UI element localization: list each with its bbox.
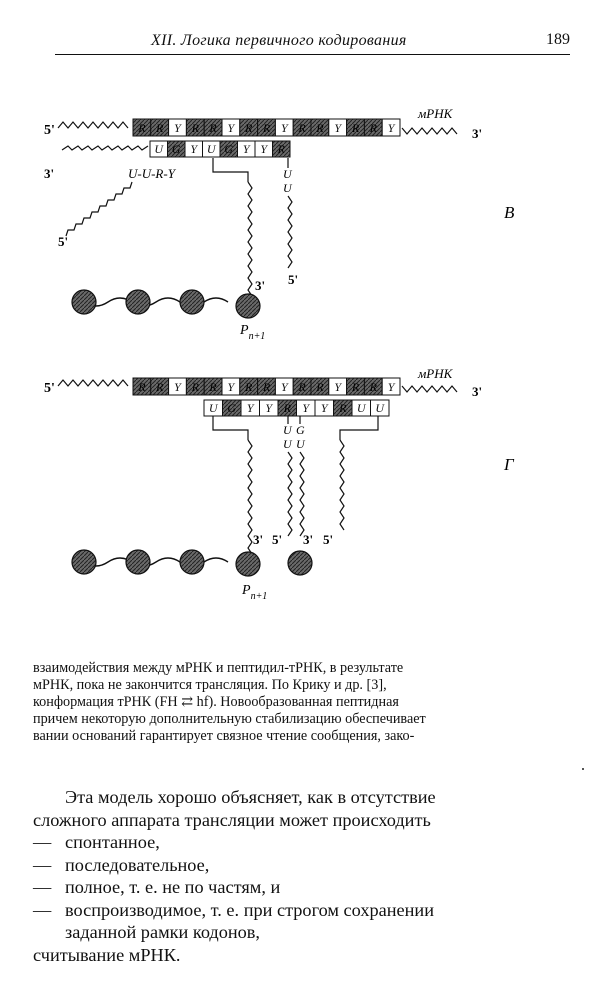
panel-b-mrna-3: 3': [472, 126, 483, 141]
panel-b-peptide-chain: [72, 290, 260, 318]
closing-line: считывание мРНК.: [33, 944, 181, 965]
panel-g-free-bead: [288, 551, 312, 575]
panel-b-codon-base-label: Y: [227, 121, 235, 135]
panel-b-trna-5: 5': [288, 272, 299, 287]
panel-g-codon-base-label: Y: [387, 380, 395, 394]
panel-g-mrna-left-zigzag: [58, 380, 128, 386]
panel-b-bead-4: [236, 294, 260, 318]
panel-g-codon-base-label: R: [316, 380, 324, 394]
panel-g-codon-row: [133, 378, 400, 395]
list-item-text: воспроизводимое, т. е. при строгом сохранении: [65, 899, 434, 920]
list-dash: —: [33, 877, 52, 897]
panel-b-bead-2: [126, 290, 150, 314]
panel-b-anticodon-row: [150, 141, 290, 157]
list-item: [33, 854, 593, 877]
list-item-text: спонтанное,: [65, 832, 160, 852]
panel-b-codon-base-label: Y: [280, 121, 288, 135]
list-item: [33, 831, 593, 854]
panel-g-trna2-3: 3': [303, 532, 314, 547]
panel-b-codon-base-label: R: [209, 121, 217, 135]
list-item-text: полное, т. е. не по частям, и: [65, 877, 281, 897]
intro-line-1: Эта модель хорошо объясняет, как в отсутствие: [65, 787, 436, 807]
caption-line: конформация тРНК (FH ⇄ hf). Новообразованная пептидная: [33, 694, 399, 710]
panel-g-anticodon-row: [204, 400, 389, 416]
panel-b-mrna-right-zigzag: [402, 128, 457, 134]
panel-b-codon-base-label: Y: [174, 121, 181, 135]
panel-b-bead-3: [180, 290, 204, 314]
panel-g-anticodon-base-label: Y: [265, 401, 273, 415]
panel-b-bead-1: [72, 290, 96, 314]
panel-g-codon-base-label: Y: [334, 380, 342, 394]
panel-b-codon-base-label: R: [316, 121, 324, 135]
panel-b-anticodon-base-label: Y: [242, 142, 250, 156]
panel-b-codon-base-label: R: [369, 121, 377, 135]
panel-g-peptide-label: $P_{n+1}$: [242, 583, 268, 602]
panel-b-stem-base-1: U: [283, 167, 292, 181]
panel-g: [44, 366, 515, 602]
panel-g-anticodon-base-label: Y: [302, 401, 310, 415]
panel-g-mrna-5: 5': [44, 381, 55, 396]
list-item: [33, 876, 593, 899]
panel-g-stem1-base-1: U: [283, 423, 292, 437]
panel-b-left-strand-3: 3': [44, 166, 55, 181]
panel-b-left-strand-upper: [62, 146, 148, 150]
panel-b-codon-base-label: Y: [387, 121, 395, 135]
caption-line: причем некоторую дополнительную стабилизацию обеспечивает: [33, 711, 426, 727]
panel-g-codon-base-label: R: [138, 380, 146, 394]
panel-g-stem1-arm: [288, 452, 292, 536]
panel-b-codon-base-label: R: [191, 121, 199, 135]
panel-b-stem-base-2: U: [283, 181, 292, 195]
list-dash: —: [33, 899, 52, 920]
panel-g-bead-1: [72, 550, 96, 574]
panel-b-codon-row: [133, 119, 400, 136]
panel-g-bead-4: [236, 552, 260, 576]
panel-b-anticodon-base-label: G: [224, 142, 234, 156]
panel-g-codon-base-label: Y: [174, 380, 181, 394]
panel-b-left-strand-5: 5': [58, 234, 69, 249]
panel-b-anticodon-base-label: G: [171, 142, 181, 156]
panel-g-codon-base-label: Y: [280, 380, 288, 394]
panel-g-anticodon-base-label: U: [356, 401, 366, 415]
panel-g-trna1-bracket: [213, 416, 248, 440]
panel-b-codon-base-label: R: [156, 121, 164, 135]
panel-b-codon-base-label: R: [245, 121, 253, 135]
caption-line: вании оснований гарантирует связное чтение сообщения, зако-: [33, 728, 415, 744]
panel-g-peptide-links: [84, 558, 228, 566]
panel-b-mrna-left-zigzag: [58, 122, 128, 128]
list-item-continuation: заданной рамки кодонов,: [65, 922, 261, 942]
panel-g-anticodon-base-label: U: [375, 401, 385, 415]
panel-b-anticodon-base-label: U: [154, 142, 164, 156]
panel-g-trna3-arm: [340, 440, 344, 530]
panel-g-stem2-arm: [300, 452, 304, 536]
panel-g-codon-base-label: Y: [227, 380, 235, 394]
caption-line: мРНК, пока не закончится трансляция. По Крику и др. [3],: [33, 677, 387, 693]
panel-g-codon-base-label: R: [369, 380, 377, 394]
panel-g-mrna-label: мРНК: [418, 366, 453, 381]
panel-b-trna-arm: [248, 182, 252, 296]
panel-g-bead-2: [126, 550, 150, 574]
panel-g-mrna-3: 3': [472, 384, 483, 399]
panel-b-mrna-label: мРНК: [418, 106, 453, 121]
panel-g-stem2-base-2: U: [296, 437, 305, 451]
panel-g-codon-base-label: R: [209, 380, 217, 394]
panel-g-mrna-right-zigzag: [402, 386, 457, 392]
panel-g-codon-base-label: R: [298, 380, 306, 394]
panel-g-codon-base-label: R: [156, 380, 164, 394]
panel-g-trna1-3: 3': [253, 532, 264, 547]
panel-b-codon-base-label: R: [351, 121, 360, 135]
panel-g-stem2-base-1: G: [296, 423, 305, 437]
panel-b-trna-3: 3': [255, 278, 266, 293]
figure-caption: [33, 660, 578, 745]
caption-line: взаимодействия между мРНК и пептидил-тРНК, в результате: [33, 660, 404, 676]
panel-g-codon-base-label: R: [262, 380, 271, 394]
panel-b-codon-base-label: R: [298, 121, 306, 135]
panel-b-anticodon-base-label: R: [277, 142, 285, 156]
panel-g-peptide-chain: [72, 550, 312, 576]
list-item: [33, 899, 593, 922]
panel-g-anticodon-base-label: R: [283, 401, 291, 415]
panel-g-bead-3: [180, 550, 204, 574]
panel-b-peptide-label: $P_{n+1}$: [240, 323, 266, 342]
panel-b-anticodon-base-label: Y: [190, 142, 198, 156]
list-item-text: последовательное,: [65, 854, 210, 875]
panel-b-trna-bracket: [213, 158, 248, 182]
panel-g-anticodon-base-label: Y: [320, 401, 328, 415]
panel-g-anticodon-base-label: R: [339, 401, 347, 415]
panel-g-codon-base-label: R: [245, 380, 253, 394]
panel-g-anticodon-base-label: Y: [246, 401, 254, 415]
intro-line-2: сложного аппарата трансляции может происходить: [33, 809, 431, 830]
panel-g-trna1-5: 5': [272, 532, 283, 547]
panel-b-codon-base-label: Y: [334, 121, 342, 135]
panel-g-trna3-bracket: [340, 416, 378, 440]
panel-b-anticodon-base-label: Y: [260, 142, 268, 156]
panel-b: [44, 106, 515, 342]
panel-b-left-strand-seq: U-U-R-Y: [128, 166, 175, 181]
panel-b-left-strand-lower: [66, 182, 132, 236]
translation-diagram: [0, 60, 616, 660]
list-dash: —: [33, 854, 52, 875]
panel-b-mrna-5: 5': [44, 123, 55, 138]
panel-g-codon-base-label: R: [351, 380, 360, 394]
panel-g-stem1-base-2: U: [283, 437, 292, 451]
panel-b-anticodon-base-label: U: [206, 142, 216, 156]
panel-b-stem-arm: [288, 196, 292, 268]
panel-g-anticodon-base-label: U: [208, 401, 218, 415]
panel-g-trna2-5: 5': [323, 532, 334, 547]
panel-b-label: В: [504, 203, 515, 222]
panel-b-codon-base-label: R: [138, 121, 146, 135]
panel-g-codon-base-label: R: [191, 380, 199, 394]
panel-b-peptide-links: [84, 298, 228, 306]
panel-g-label: Г: [504, 455, 514, 474]
panel-b-codon-base-label: R: [262, 121, 271, 135]
list-dash: —: [33, 832, 52, 852]
panel-g-anticodon-base-label: G: [227, 401, 237, 415]
body-text: [33, 786, 593, 966]
page-number: 189: [546, 31, 570, 48]
print-speck: [582, 768, 584, 770]
chapter-title: XII. Логика первичного кодирования: [151, 32, 407, 49]
running-head: [55, 28, 570, 55]
